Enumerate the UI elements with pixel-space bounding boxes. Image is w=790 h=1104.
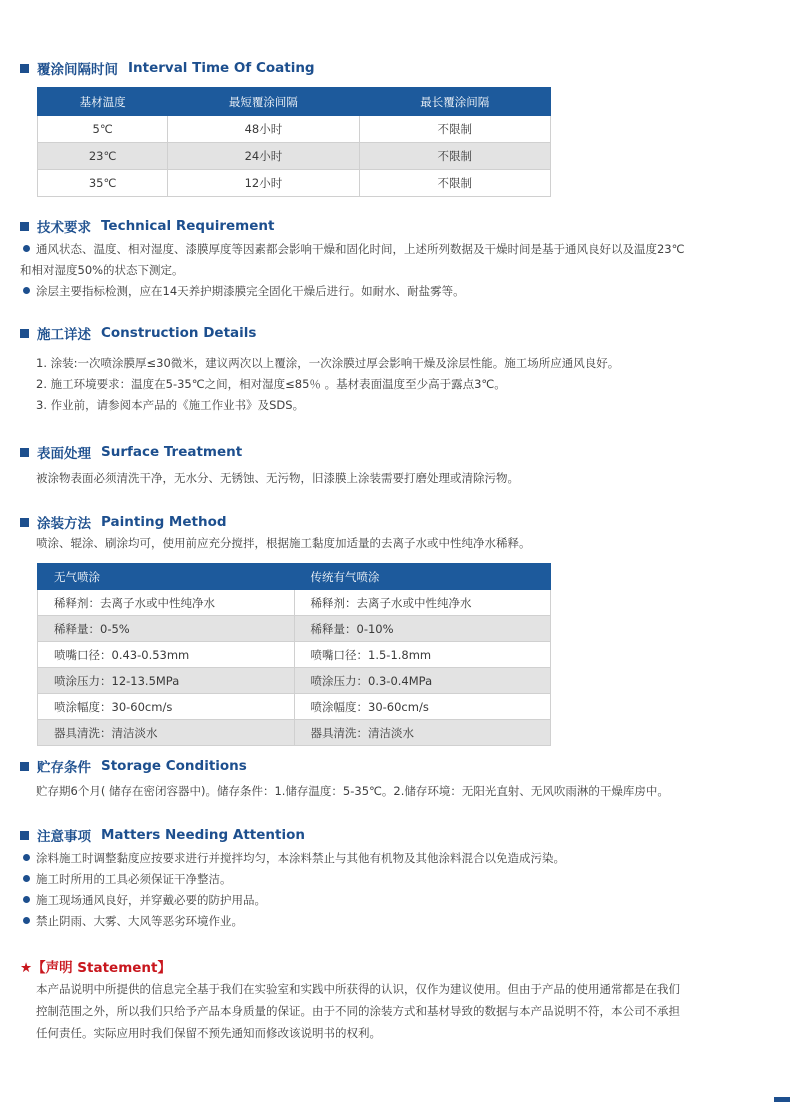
construction-title-en: Construction Details	[101, 325, 257, 341]
statement-line: 任何责任。实际应用时我们保留不预先通知而修改该说明书的权利。	[36, 1026, 381, 1040]
list-item-continuation: 和相对湿度50%的状态下测定。	[20, 263, 184, 277]
painting-title-cn: 涂装方法	[37, 516, 91, 532]
cell-max: 不限制	[359, 116, 550, 143]
header-max-interval: 最长覆涂间隔	[359, 88, 550, 116]
interval-title-en: Interval Time Of Coating	[128, 60, 315, 76]
construction-heading	[20, 324, 770, 342]
surface-text: 被涂物表面必须清洗干净，无水分、无锈蚀、无污物，旧漆膜上涂装需要打磨处理或清除污物。	[36, 471, 519, 485]
interval-table	[37, 87, 551, 197]
interval-title-cn: 覆涂间隔时间	[37, 62, 118, 78]
table-row	[38, 170, 551, 197]
table-row	[38, 590, 551, 616]
table-row	[38, 116, 551, 143]
cell-airless: 稀释量：0-5%	[38, 616, 295, 642]
attention-body	[20, 848, 770, 932]
construction-title-cn: 施工详述	[37, 327, 91, 343]
bullet-dot-icon	[23, 875, 30, 882]
cell-airless: 喷涂幅度：30-60cm/s	[38, 694, 295, 720]
cell-temp: 35℃	[38, 170, 168, 197]
statement-title: 【声明 Statement】	[32, 960, 171, 976]
painting-section	[20, 513, 770, 554]
list-item: 2. 施工环境要求：温度在5-35℃之间，相对湿度≤85％ 。基材表面温度至少高于露点3℃。	[36, 377, 506, 391]
cell-max: 不限制	[359, 170, 550, 197]
square-bullet-icon	[20, 64, 29, 73]
interval-table-header	[38, 88, 551, 116]
square-bullet-icon	[20, 518, 29, 527]
attention-section	[20, 826, 770, 932]
surface-title-en: Surface Treatment	[101, 444, 243, 460]
footer-accent-bar	[774, 1097, 790, 1102]
statement-line: 本产品说明中所提供的信息完全基于我们在实验室和实践中所获得的认识，仅作为建议使用。但由于产品的使用通常都是在我们	[36, 982, 680, 996]
star-icon: ★	[20, 960, 33, 976]
cell-air: 喷涂压力：0.3-0.4MPa	[294, 668, 551, 694]
storage-title-cn: 贮存条件	[37, 760, 91, 776]
list-item: 涂层主要指标检测，应在14天养护期漆膜完全固化干燥后进行。如耐水、耐盐雾等。	[20, 281, 770, 302]
bullet-dot-icon	[23, 896, 30, 903]
table-row	[38, 668, 551, 694]
list-item: 1. 涂装:一次喷涂膜厚≤30微米，建议两次以上覆涂，一次涂膜过厚会影响干燥及涂层性能。施工场所应通风良好。	[36, 356, 620, 370]
table-row	[38, 642, 551, 668]
cell-min: 12小时	[168, 170, 359, 197]
surface-heading	[20, 443, 770, 461]
cell-airless: 喷嘴口径：0.43-0.53mm	[38, 642, 295, 668]
cell-airless: 稀释剂：去离子水或中性纯净水	[38, 590, 295, 616]
square-bullet-icon	[20, 762, 29, 771]
interval-heading	[20, 59, 770, 77]
list-item: 通风状态、温度、相对湿度、漆膜厚度等因素都会影响干燥和固化时间，上述所列数据及干燥时间是基于通风良好以及温度23℃	[20, 239, 770, 260]
bullet-dot-icon	[23, 245, 30, 252]
list-item: 施工时所用的工具必须保证干净整洁。	[20, 869, 770, 890]
interval-section	[20, 59, 770, 77]
painting-intro: 喷涂、辊涂、刷涂均可，使用前应充分搅拌，根据施工黏度加适量的去离子水或中性纯净水稀释。	[36, 536, 531, 550]
cell-temp: 23℃	[38, 143, 168, 170]
storage-section	[20, 757, 770, 802]
surface-title-cn: 表面处理	[37, 446, 91, 462]
table-row	[38, 143, 551, 170]
list-item: 禁止阴雨、大雾、大风等恶劣环境作业。	[20, 911, 770, 932]
table-row	[38, 720, 551, 746]
list-item: 涂料施工时调整黏度应按要求进行并搅拌均匀，本涂料禁止与其他有机物及其他涂料混合以免造成污染。	[20, 848, 770, 869]
attention-title-en: Matters Needing Attention	[101, 827, 305, 843]
cell-air: 喷涂幅度：30-60cm/s	[294, 694, 551, 720]
painting-table	[37, 563, 551, 746]
statement-body	[20, 978, 786, 1044]
cell-max: 不限制	[359, 143, 550, 170]
header-airless-spray: 无气喷涂	[38, 564, 295, 590]
square-bullet-icon	[20, 222, 29, 231]
construction-body	[20, 353, 770, 416]
surface-section	[20, 443, 770, 489]
technical-section	[20, 217, 770, 302]
painting-title-en: Painting Method	[101, 514, 227, 530]
header-substrate-temp: 基材温度	[38, 88, 168, 116]
bullet-dot-icon	[23, 854, 30, 861]
technical-title-en: Technical Requirement	[101, 218, 275, 234]
storage-text: 贮存期6个月( 储存在密闭容器中)。储存条件：1.储存温度：5-35℃。2.储存环境：无阳光直射、无风吹雨淋的干燥库房中。	[36, 784, 669, 798]
header-min-interval: 最短覆涂间隔	[168, 88, 359, 116]
cell-airless: 喷涂压力：12-13.5MPa	[38, 668, 295, 694]
header-air-spray: 传统有气喷涂	[294, 564, 551, 590]
cell-temp: 5℃	[38, 116, 168, 143]
table-row	[38, 694, 551, 720]
statement-line: 控制范围之外，所以我们只给予产品本身质量的保证。由于不同的涂装方式和基材导致的数据与本产品说明不符，本公司不承担	[36, 1004, 680, 1018]
attention-title-cn: 注意事项	[37, 829, 91, 845]
square-bullet-icon	[20, 831, 29, 840]
attention-heading	[20, 826, 770, 844]
statement-heading	[20, 956, 171, 976]
bullet-dot-icon	[23, 287, 30, 294]
table-row	[38, 616, 551, 642]
list-item: 施工现场通风良好，并穿戴必要的防护用品。	[20, 890, 770, 911]
technical-title-cn: 技术要求	[37, 220, 91, 236]
storage-title-en: Storage Conditions	[101, 758, 247, 774]
cell-air: 稀释剂：去离子水或中性纯净水	[294, 590, 551, 616]
storage-heading	[20, 757, 770, 775]
painting-heading	[20, 513, 770, 531]
cell-airless: 器具清洗：清洁淡水	[38, 720, 295, 746]
square-bullet-icon	[20, 448, 29, 457]
construction-section	[20, 324, 770, 416]
bullet-dot-icon	[23, 917, 30, 924]
technical-heading	[20, 217, 770, 235]
cell-air: 稀释量：0-10%	[294, 616, 551, 642]
square-bullet-icon	[20, 329, 29, 338]
cell-min: 48小时	[168, 116, 359, 143]
cell-air: 器具清洗：清洁淡水	[294, 720, 551, 746]
technical-body	[20, 239, 770, 302]
painting-table-header	[38, 564, 551, 590]
cell-air: 喷嘴口径：1.5-1.8mm	[294, 642, 551, 668]
list-item: 3. 作业前，请参阅本产品的《施工作业书》及SDS。	[36, 398, 305, 412]
cell-min: 24小时	[168, 143, 359, 170]
